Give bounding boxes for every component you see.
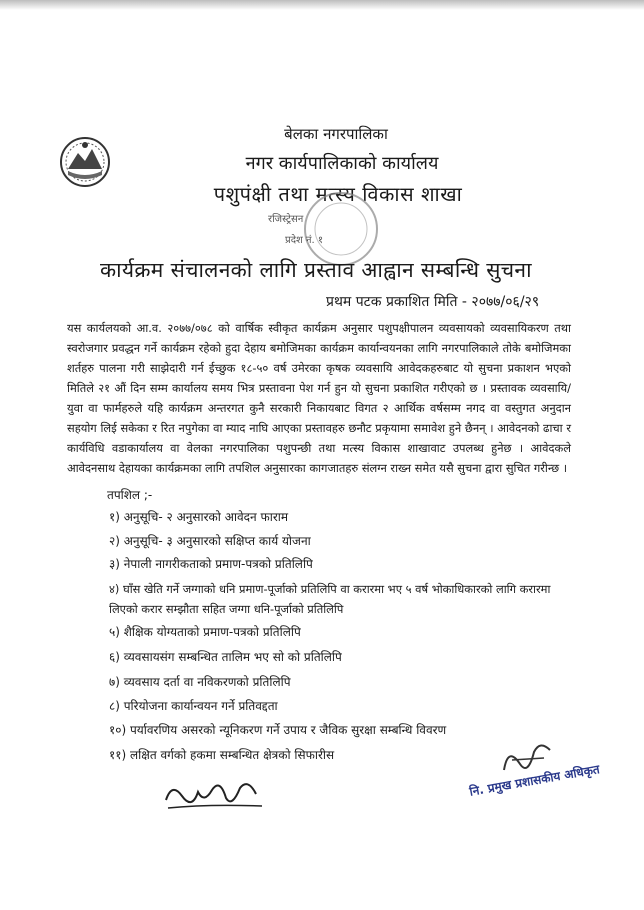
notice-body: यस कार्यलयको आ.व. २०७७/०७८ को वार्षिक स्वीकृत कार्यक्रम अनुसार पशुपक्षीपालन व्यवसायको व्यवसायिकरण तथा स्वरोजगार प्रवद्धन गर्ने कार्यक्रम रहेको हुदा देहाय बमोजिमका कार्यक्रम कार्यान्वयनका लागि नगरपालिकाले तोके बमोजिमका शर्तहरु पालना गरी साझेदारी गर्न ईच्छुक १८-५० वर्ष उमेरका कृषक व्यवसायि आवेदकहरुबाट यो सुचना प्रकाशन भएको मितिले २१ औं दिन सम्म कार्यालय समय भित्र प्रस्तावना पेश गर्न हुन यो सुचना प्रकाशित गरीएको छ । प्रस्तावक व्यवसायि/युवा वा फार्महरुले यहि कार्यक्रम अन्तरगत कुनै सरकारी निकायबाट विगत २ आर्थिक वर्षसम्म नगद वा वस्तुगत अनुदान सहयोग लिई सकेका र रित नपुगेका वा म्याद नाघि आएका प्रस्तावहरु छनौट प्रकृयामा समावेश हुने छैनन् । आवेदनको ढाचा र कार्यविधि वडाकार्यालय वा वेलका नगरपालिका पशुपन्छी तथा मत्स्य विकास शाखावाट उपलब्ध हुनेछ । आवेदकले आवेदनसाथ देहायका कार्यक्रमका लागि तपशिल अनुसारका कागजातहरु संलग्न राख्न समेत यसै सुचना द्वारा सुचित गरीन्छ । — [67, 321, 571, 475]
list-item: ६) व्यवसायसंग सम्बन्धित तालिम भए सो को प्रतिलिपि — [109, 650, 342, 664]
office-name: नगर कार्यपालिकाको कार्यालय — [245, 153, 439, 174]
list-item: ४) घाँस खेति गर्ने जग्गाको धनि प्रमाण-पूर्जाको प्रतिलिपि वा करारमा भए ५ वर्ष भोकाधिकारको लागि करारमा लिएको करार सम्झौता सहित जग्गा धनि-पूर्जाको प्रतिलिपि — [109, 582, 551, 616]
scan-edge-shadow — [0, 0, 644, 10]
notice-title: कार्यक्रम संचालनको लागि प्रस्ताव आह्वान सम्बन्धि सुचना — [100, 258, 532, 282]
municipality-name: बेलका नगरपालिका — [284, 125, 388, 143]
list-item: ११) लक्षित वर्गको हकमा सम्बन्धित क्षेत्रको सिफारीस — [109, 748, 335, 762]
seal-line-2: प्रदेश नं. १ — [285, 235, 324, 246]
list-item: ७) व्यवसाय दर्ता वा नविकरणको प्रतिलिपि — [109, 675, 291, 689]
list-item: १०) पर्यावरणिय असरको न्यूनिकरण गर्ने उपाय र जैविक सुरक्षा सम्बन्धि विवरण — [109, 723, 447, 737]
list-item: ५) शैक्षिक योग्यताको प्रमाण-पत्रको प्रतिलिपि — [109, 625, 301, 639]
officer-stamp: नि. प्रमुख प्रशासकीय अधिकृत — [468, 762, 601, 799]
details-label: तपशिल ;- — [107, 488, 153, 502]
published-date: प्रथम पटक प्रकाशित मिति - २०७७/०६/२९ — [326, 294, 540, 310]
seal-line-1: रजिस्ट्रेसन — [268, 214, 304, 225]
left-signature — [158, 774, 270, 818]
list-item: ८) परियोजना कार्यान्वयन गर्ने प्रतिवद्दता — [109, 699, 278, 713]
list-item: ३) नेपाली नागरीकताको प्रमाण-पत्रको प्रतिलिपि — [109, 557, 313, 571]
list-item: २) अनुसूचि- ३ अनुसारको सक्षिप्त कार्य योजना — [109, 534, 311, 548]
list-item: १) अनुसूचि- २ अनुसारको आवेदन फाराम — [109, 510, 289, 524]
section-name: पशुपंक्षी तथा मत्स्य विकास शाखा — [213, 182, 463, 206]
